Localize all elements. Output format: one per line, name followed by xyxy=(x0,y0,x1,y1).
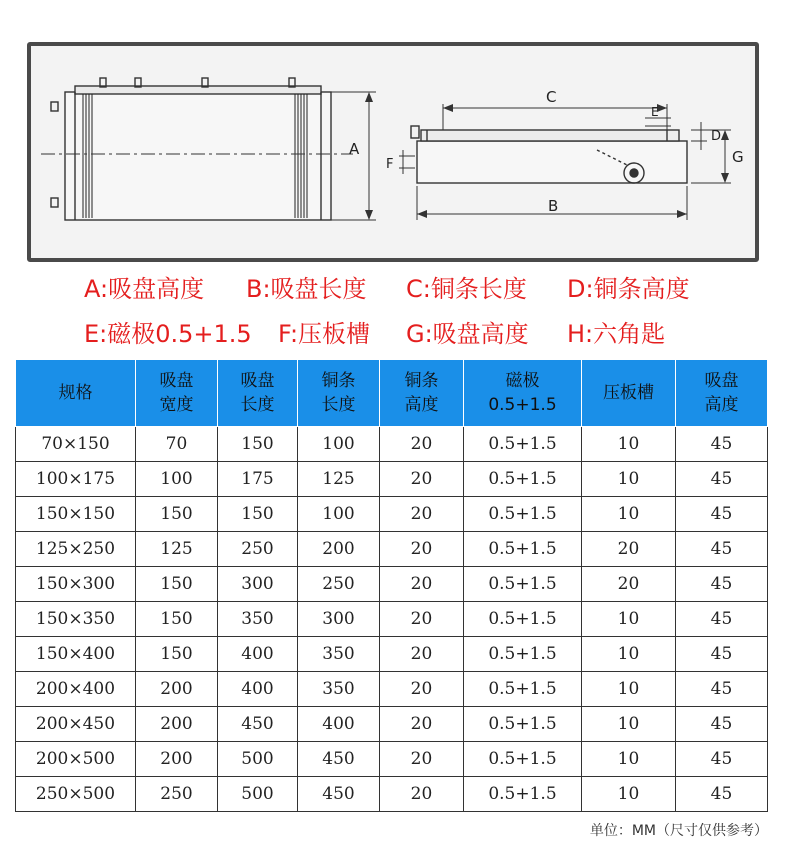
table-cell: 0.5+1.5 xyxy=(464,637,582,672)
table-cell: 350 xyxy=(218,602,298,637)
table-cell: 20 xyxy=(380,567,464,602)
table-cell: 0.5+1.5 xyxy=(464,427,582,462)
legend-row-2 xyxy=(0,314,790,350)
top-view xyxy=(41,78,376,220)
table-cell: 45 xyxy=(676,707,768,742)
table-cell: 0.5+1.5 xyxy=(464,742,582,777)
table-cell: 70 xyxy=(136,427,218,462)
table-cell: 45 xyxy=(676,742,768,777)
table-cell: 150 xyxy=(136,497,218,532)
legend-item: H:六角匙 xyxy=(567,320,666,348)
table-cell: 250 xyxy=(136,777,218,812)
table-cell: 150 xyxy=(218,497,298,532)
table-cell: 0.5+1.5 xyxy=(464,532,582,567)
table-cell: 20 xyxy=(380,602,464,637)
table-cell: 250×500 xyxy=(16,777,136,812)
table-cell: 0.5+1.5 xyxy=(464,707,582,742)
table-cell: 45 xyxy=(676,602,768,637)
table-cell: 45 xyxy=(676,462,768,497)
header-chuck-height: 吸盘 高度 xyxy=(676,360,768,427)
dimension-drawing xyxy=(31,46,755,258)
legend-item: C:铜条长度 xyxy=(406,275,527,303)
table-cell: 100 xyxy=(136,462,218,497)
table-cell: 20 xyxy=(582,532,676,567)
table-cell: 20 xyxy=(380,427,464,462)
table-row xyxy=(16,497,768,532)
table-cell: 450 xyxy=(218,707,298,742)
label-f: F xyxy=(386,157,394,172)
legend-row-1 xyxy=(0,269,790,305)
table-cell: 20 xyxy=(380,462,464,497)
table-row xyxy=(16,742,768,777)
table-cell: 45 xyxy=(676,427,768,462)
table-body xyxy=(16,427,768,812)
table-cell: 20 xyxy=(380,637,464,672)
table-cell: 300 xyxy=(298,602,380,637)
header-copper-height: 铜条 高度 xyxy=(380,360,464,427)
table-header-row xyxy=(16,360,768,427)
table-row xyxy=(16,602,768,637)
table-cell: 400 xyxy=(218,672,298,707)
table-cell: 350 xyxy=(298,672,380,707)
table-cell: 175 xyxy=(218,462,298,497)
table-cell: 400 xyxy=(298,707,380,742)
spec-table xyxy=(15,359,768,812)
table-cell: 45 xyxy=(676,497,768,532)
table-cell: 250 xyxy=(218,532,298,567)
header-clamp-slot: 压板槽 xyxy=(582,360,676,427)
table-cell: 10 xyxy=(582,497,676,532)
table-cell: 100 xyxy=(298,497,380,532)
product-dimension-diagram xyxy=(27,42,759,262)
table-cell: 45 xyxy=(676,777,768,812)
side-view xyxy=(399,104,731,220)
table-cell: 20 xyxy=(582,567,676,602)
table-cell: 45 xyxy=(676,532,768,567)
table-cell: 10 xyxy=(582,707,676,742)
table-cell: 200 xyxy=(136,742,218,777)
table-cell: 450 xyxy=(298,742,380,777)
table-cell: 10 xyxy=(582,462,676,497)
table-cell: 0.5+1.5 xyxy=(464,672,582,707)
table-cell: 150 xyxy=(218,427,298,462)
table-cell: 125 xyxy=(136,532,218,567)
table-cell: 150 xyxy=(136,567,218,602)
table-cell: 0.5+1.5 xyxy=(464,462,582,497)
unit-footnote: 单位：MM（尺寸仅供参考） xyxy=(589,823,768,839)
table-cell: 500 xyxy=(218,777,298,812)
table-cell: 300 xyxy=(218,567,298,602)
legend-item: F:压板槽 xyxy=(278,320,371,348)
table-cell: 100 xyxy=(298,427,380,462)
legend-item: D:铜条高度 xyxy=(567,275,690,303)
legend-item: B:吸盘长度 xyxy=(246,275,367,303)
header-copper-length: 铜条 长度 xyxy=(298,360,380,427)
header-spec: 规格 xyxy=(16,360,136,427)
table-cell: 0.5+1.5 xyxy=(464,602,582,637)
legend-item: A:吸盘高度 xyxy=(84,275,205,303)
table-cell: 200×450 xyxy=(16,707,136,742)
table-row xyxy=(16,672,768,707)
table-cell: 400 xyxy=(218,637,298,672)
table-cell: 10 xyxy=(582,672,676,707)
table-cell: 45 xyxy=(676,637,768,672)
header-chuck-width: 吸盘 宽度 xyxy=(136,360,218,427)
table-cell: 150×400 xyxy=(16,637,136,672)
table-cell: 45 xyxy=(676,672,768,707)
label-b: B xyxy=(548,197,559,215)
label-g: G xyxy=(732,148,744,166)
table-cell: 20 xyxy=(380,532,464,567)
table-cell: 10 xyxy=(582,742,676,777)
table-row xyxy=(16,427,768,462)
legend-item: E:磁极0.5+1.5 xyxy=(84,320,252,348)
table-cell: 125 xyxy=(298,462,380,497)
table-cell: 200×500 xyxy=(16,742,136,777)
table-cell: 0.5+1.5 xyxy=(464,567,582,602)
table-cell: 10 xyxy=(582,602,676,637)
label-c: C xyxy=(546,88,557,106)
table-cell: 10 xyxy=(582,427,676,462)
table-cell: 250 xyxy=(298,567,380,602)
table-cell: 150×150 xyxy=(16,497,136,532)
table-cell: 450 xyxy=(298,777,380,812)
table-row xyxy=(16,532,768,567)
header-chuck-length: 吸盘 长度 xyxy=(218,360,298,427)
table-cell: 20 xyxy=(380,672,464,707)
table-cell: 0.5+1.5 xyxy=(464,777,582,812)
table-cell: 150×350 xyxy=(16,602,136,637)
table-row xyxy=(16,637,768,672)
label-d: D xyxy=(711,129,722,144)
table-cell: 20 xyxy=(380,742,464,777)
table-cell: 20 xyxy=(380,707,464,742)
table-cell: 200 xyxy=(136,707,218,742)
table-cell: 20 xyxy=(380,497,464,532)
table-cell: 150 xyxy=(136,602,218,637)
table-cell: 100×175 xyxy=(16,462,136,497)
table-row xyxy=(16,707,768,742)
table-cell: 45 xyxy=(676,567,768,602)
table-row xyxy=(16,462,768,497)
table-cell: 70×150 xyxy=(16,427,136,462)
table-cell: 150 xyxy=(136,637,218,672)
header-pole: 磁极 0.5+1.5 xyxy=(464,360,582,427)
table-cell: 200 xyxy=(136,672,218,707)
table-cell: 200 xyxy=(298,532,380,567)
table-cell: 350 xyxy=(298,637,380,672)
table-row xyxy=(16,777,768,812)
table-cell: 500 xyxy=(218,742,298,777)
table-cell: 10 xyxy=(582,777,676,812)
label-a: A xyxy=(349,140,360,158)
table-cell: 200×400 xyxy=(16,672,136,707)
table-cell: 0.5+1.5 xyxy=(464,497,582,532)
table-cell: 125×250 xyxy=(16,532,136,567)
label-e: E xyxy=(651,105,659,119)
table-cell: 20 xyxy=(380,777,464,812)
table-cell: 10 xyxy=(582,637,676,672)
legend-item: G:吸盘高度 xyxy=(406,320,529,348)
table-row xyxy=(16,567,768,602)
table-cell: 150×300 xyxy=(16,567,136,602)
